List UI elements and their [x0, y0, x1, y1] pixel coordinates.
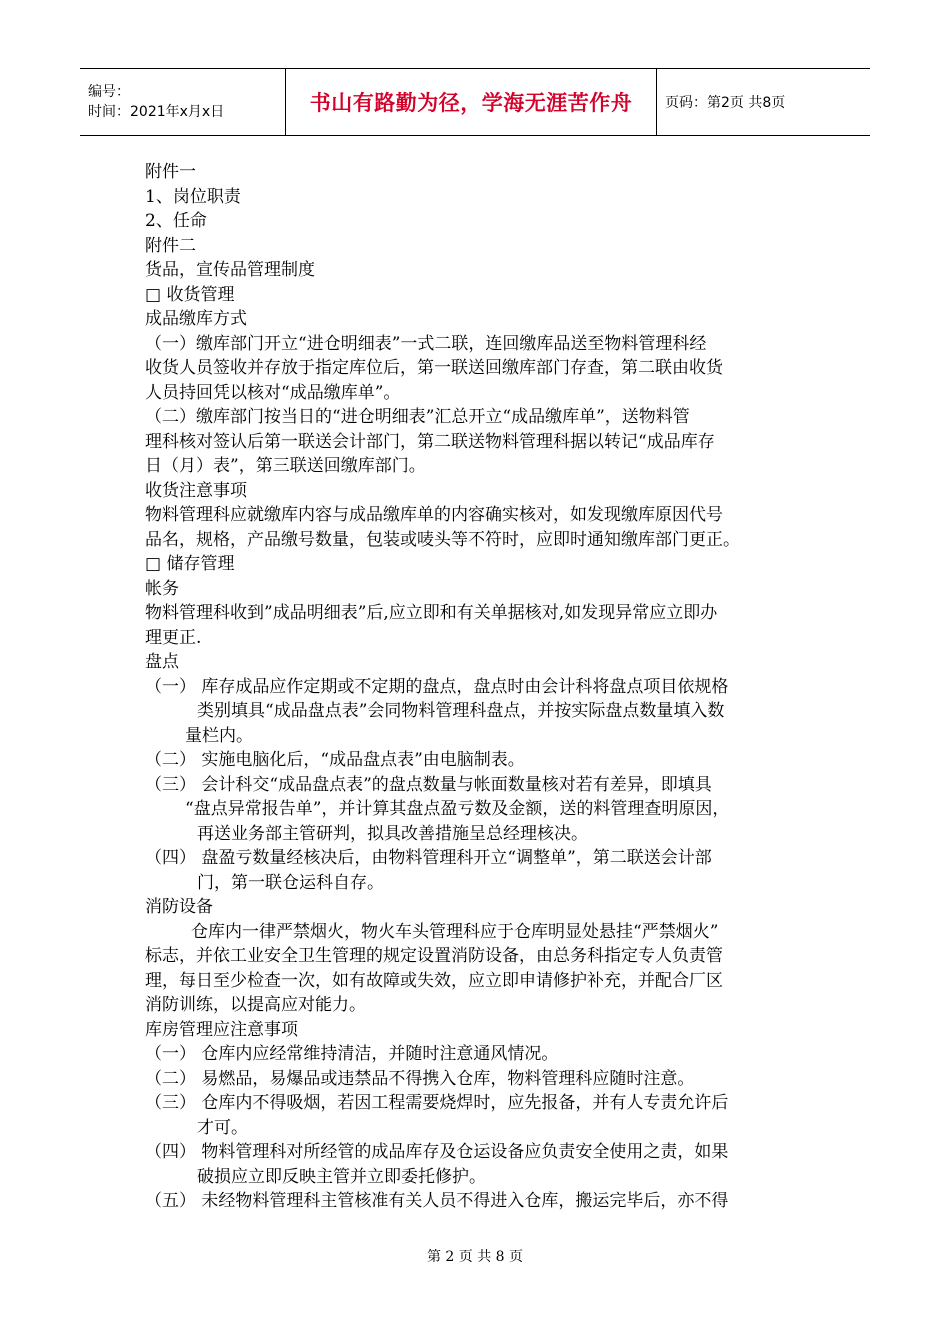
text-line: 类别填具“成品盘点表”会同物料管理科盘点，并按实际盘点数量填入数 — [197, 701, 725, 721]
text-line: 1、岗位职责 — [145, 186, 241, 207]
text-line: 物料管理科收到”成品明细表”后,应立即和有关单据核对,如发现异常应立即办 — [145, 603, 718, 623]
text-line: “盘点异常报告单”，并计算其盘点盈亏数及金额，送的料管理查明原因， — [185, 799, 730, 819]
text-line: 量栏内。 — [185, 725, 253, 746]
text-line: 消防训练，以提高应对能力。 — [145, 995, 366, 1015]
text-line: 收货注意事项 — [145, 480, 247, 501]
text-line: 附件一 — [145, 162, 196, 182]
text-line: 理科核对签认后第一联送会计部门，第二联送物料管理科据以转记“成品库存 — [145, 431, 715, 452]
document-body — [145, 160, 825, 1214]
text-line: （三） 仓库内不得吸烟，若因工程需要烧焊时，应先报备，并有人专责允许后 — [145, 1093, 729, 1113]
text-line: 消防设备 — [145, 897, 213, 917]
text-line: （四） 盘盈亏数量经核决后，由物料管理科开立“调整单”，第二联送会计部 — [145, 848, 712, 868]
header-left — [80, 69, 285, 135]
text-line: 库房管理应注意事项 — [145, 1019, 298, 1040]
text-line: 理，每日至少检查一次，如有故障或失效，应立即申请修护补充，并配合厂区 — [145, 970, 723, 991]
text-line: （五） 未经物料管理科主管核准有关人员不得进入仓库，搬运完毕后，亦不得 — [145, 1191, 729, 1211]
text-line: 门，第一联仓运科自存。 — [197, 872, 384, 893]
page-header — [80, 68, 870, 136]
time-label: 时间：2021年x月x日 — [88, 104, 225, 120]
page-footer: 第 2 页 共 8 页 — [426, 1249, 524, 1265]
text-line: （二） 实施电脑化后，“成品盘点表”由电脑制表。 — [145, 750, 525, 770]
text-line: （二） 易燃品，易爆品或违禁品不得携入仓库，物料管理科应随时注意。 — [145, 1068, 695, 1089]
text-line: 日（月）表”，第三联送回缴库部门。 — [145, 456, 426, 476]
text-line: 理更正. — [145, 627, 202, 648]
text-line: 品名，规格，产品缴号数量，包装或唛头等不符时，应即时通知缴库部门更正。 — [145, 529, 740, 550]
text-line: □ 收货管理 — [145, 284, 235, 305]
text-line: 人员持回凭以核对“成品缴库单”。 — [145, 382, 401, 403]
header-right — [657, 69, 870, 135]
text-line: 附件二 — [145, 235, 196, 256]
text-line: 才可。 — [197, 1117, 248, 1138]
text-line: （一） 库存成品应作定期或不定期的盘点，盘点时由会计科将盘点项目依规格 — [145, 676, 729, 697]
text-line: 货品，宣传品管理制度 — [145, 260, 315, 280]
text-line: 物料管理科应就缴库内容与成品缴库单的内容确实核对，如发现缴库原因代号 — [145, 505, 723, 525]
number-label: 编号： — [88, 84, 130, 100]
text-line: 盘点 — [145, 652, 179, 672]
text-line: □ 储存管理 — [145, 554, 235, 574]
page-info: 页码：第2页 共8页 — [665, 95, 786, 111]
text-line: 破损应立即反映主管并立即委托修护。 — [197, 1166, 486, 1187]
text-line: 2、任命 — [145, 211, 207, 231]
text-line: 再送业务部主管研判，拟具改善措施呈总经理核决。 — [197, 823, 588, 844]
text-line: （一）缴库部门开立“进仓明细表”一式二联，连回缴库品送至物料管理科经 — [145, 333, 707, 354]
text-line: （二）缴库部门按当日的“进仓明细表”汇总开立“成品缴库单”，送物料管 — [145, 407, 690, 427]
text-line: （一） 仓库内应经常维持清洁，并随时注意通风情况。 — [145, 1044, 559, 1064]
text-line: 标志，并依工业安全卫生管理的规定设置消防设备，由总务科指定专人负责管 — [145, 946, 723, 966]
header-motto-cell — [285, 69, 657, 135]
motto: 书山有路勤为径，学海无涯苦作舟 — [309, 91, 633, 115]
text-line: （三） 会计科交“成品盘点表”的盘点数量与帐面数量核对若有差异，即填具 — [145, 774, 712, 795]
text-line: 帐务 — [145, 578, 179, 599]
text-line: （四） 物料管理科对所经管的成品库存及仓运设备应负责安全使用之责，如果 — [145, 1142, 729, 1162]
text-line: 仓库内一律严禁烟火，物火车头管理科应于仓库明显处悬挂“严禁烟火” — [191, 921, 719, 942]
text-line: 收货人员签收并存放于指定库位后，第一联送回缴库部门存查，第二联由收货 — [145, 358, 723, 378]
text-line: 成品缴库方式 — [145, 309, 247, 329]
